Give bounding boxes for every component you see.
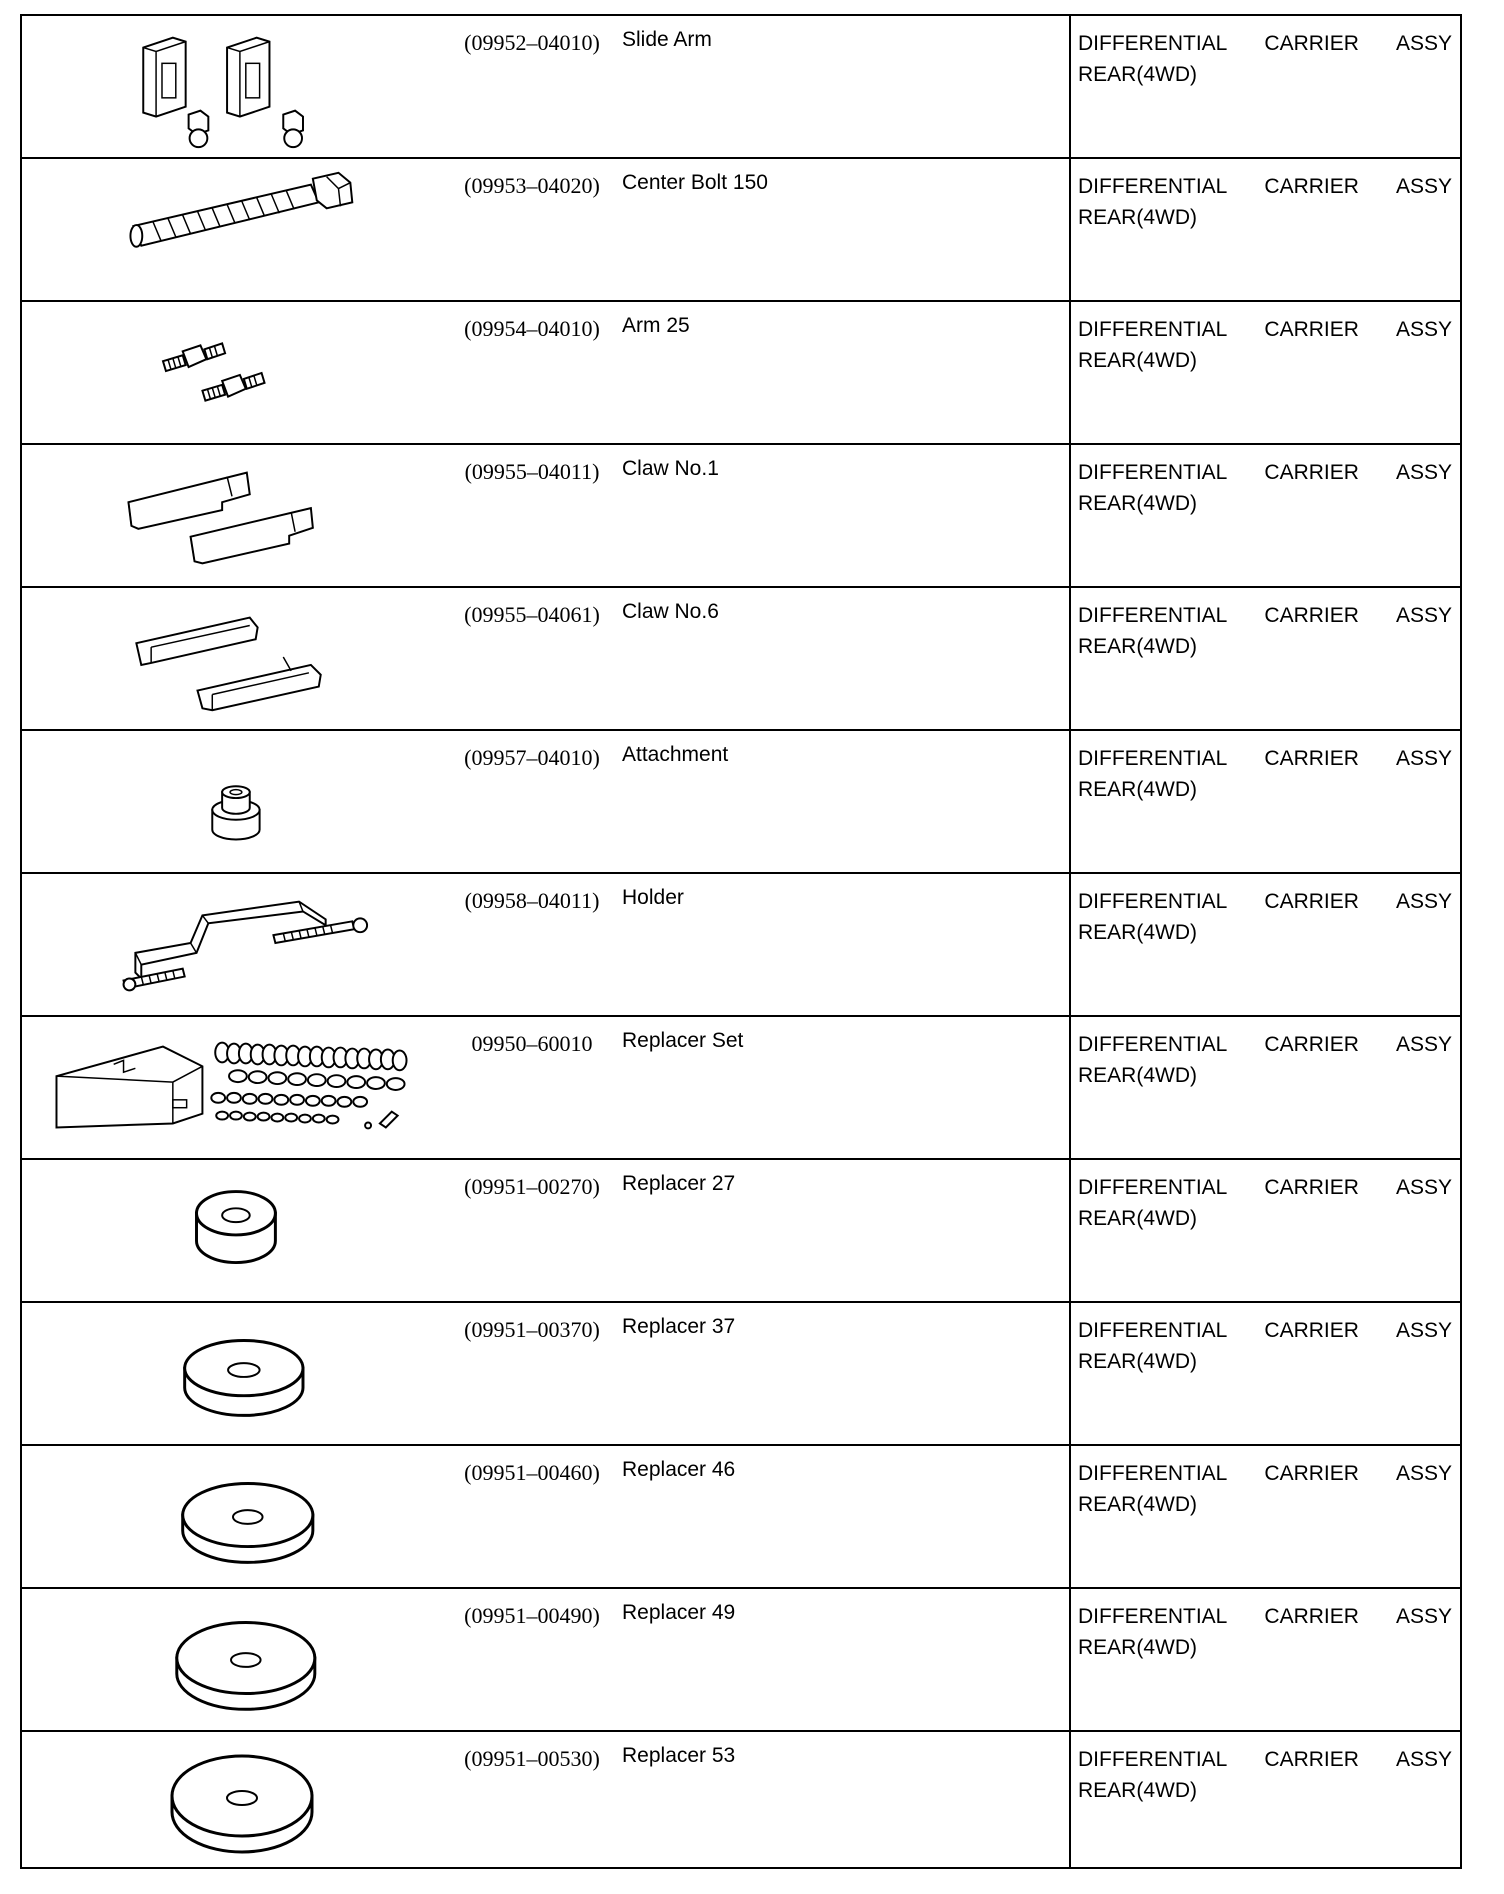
arm-icon (22, 302, 442, 443)
usage-line2: REAR(4WD) (1078, 921, 1197, 944)
usage-word: CARRIER (1264, 890, 1359, 913)
usage-line2: REAR(4WD) (1078, 1207, 1197, 1230)
usage-word: CARRIER (1264, 1462, 1359, 1485)
column-divider (1069, 445, 1071, 586)
usage-text (1078, 457, 1452, 519)
usage-text (1078, 1458, 1452, 1520)
replacer-53-icon (22, 1732, 442, 1867)
table-row (22, 1303, 1460, 1446)
usage-word: ASSY (1395, 175, 1452, 198)
usage-word: DIFFERENTIAL (1078, 1748, 1228, 1771)
part-number: (09951–00530) (464, 1746, 600, 1771)
usage-text (1078, 28, 1452, 90)
usage-word: ASSY (1395, 1462, 1452, 1485)
usage-word: CARRIER (1264, 1033, 1359, 1056)
table-row (22, 874, 1460, 1017)
column-divider (1069, 1589, 1071, 1730)
column-divider (1069, 1017, 1071, 1158)
part-number: (09951–00370) (464, 1317, 600, 1342)
tool-name: Claw No.1 (622, 457, 719, 480)
usage-word: DIFFERENTIAL (1078, 1033, 1228, 1056)
usage-word: DIFFERENTIAL (1078, 747, 1228, 770)
column-divider (1069, 1446, 1071, 1587)
holder-icon (22, 874, 442, 1015)
usage-word: CARRIER (1264, 604, 1359, 627)
usage-line2: REAR(4WD) (1078, 492, 1197, 515)
usage-text (1078, 1601, 1452, 1663)
usage-word: DIFFERENTIAL (1078, 1319, 1228, 1342)
column-divider (1069, 1160, 1071, 1301)
replacer-37-icon (22, 1303, 442, 1444)
usage-line2: REAR(4WD) (1078, 1350, 1197, 1373)
parts-table (20, 14, 1462, 1869)
column-divider (1069, 16, 1071, 157)
usage-word: CARRIER (1264, 1176, 1359, 1199)
column-divider (1069, 874, 1071, 1015)
usage-line2: REAR(4WD) (1078, 778, 1197, 801)
usage-line2: REAR(4WD) (1078, 206, 1197, 229)
table-row (22, 445, 1460, 588)
tool-name: Replacer 49 (622, 1601, 736, 1624)
usage-word: CARRIER (1264, 747, 1359, 770)
part-number: (09951–00490) (464, 1603, 600, 1628)
center-bolt-icon (22, 159, 442, 300)
slide-arm-icon (22, 16, 442, 157)
table-row (22, 1589, 1460, 1732)
usage-line2: REAR(4WD) (1078, 635, 1197, 658)
usage-text (1078, 1029, 1452, 1091)
column-divider (1069, 1303, 1071, 1444)
usage-word: DIFFERENTIAL (1078, 32, 1228, 55)
tool-name: Replacer 27 (622, 1172, 736, 1195)
usage-word: ASSY (1395, 1033, 1452, 1056)
tool-name: Arm 25 (622, 314, 690, 337)
usage-word: ASSY (1395, 32, 1452, 55)
usage-line2: REAR(4WD) (1078, 1493, 1197, 1516)
tool-name: Center Bolt 150 (622, 171, 768, 194)
usage-word: DIFFERENTIAL (1078, 461, 1228, 484)
usage-text (1078, 1744, 1452, 1806)
usage-text (1078, 600, 1452, 662)
usage-text (1078, 171, 1452, 233)
usage-line2: REAR(4WD) (1078, 1064, 1197, 1087)
claw-no6-icon (22, 588, 442, 729)
table-row (22, 16, 1460, 159)
tool-name: Replacer 46 (622, 1458, 736, 1481)
usage-line2: REAR(4WD) (1078, 1636, 1197, 1659)
tool-name: Attachment (622, 743, 729, 766)
claw-no1-icon (22, 445, 442, 586)
usage-word: DIFFERENTIAL (1078, 318, 1228, 341)
table-row (22, 731, 1460, 874)
usage-word: ASSY (1395, 890, 1452, 913)
column-divider (1069, 588, 1071, 729)
usage-word: CARRIER (1264, 32, 1359, 55)
usage-word: DIFFERENTIAL (1078, 604, 1228, 627)
column-divider (1069, 302, 1071, 443)
usage-word: DIFFERENTIAL (1078, 1462, 1228, 1485)
replacer-set-icon (22, 1017, 442, 1158)
usage-text (1078, 314, 1452, 376)
table-row (22, 1160, 1460, 1303)
part-number: (09955–04011) (464, 459, 600, 484)
part-number: (09958–04011) (464, 888, 600, 913)
usage-word: ASSY (1395, 1748, 1452, 1771)
part-number: (09957–04010) (464, 745, 600, 770)
usage-word: CARRIER (1264, 1319, 1359, 1342)
replacer-46-icon (22, 1446, 442, 1587)
usage-word: DIFFERENTIAL (1078, 890, 1228, 913)
usage-text (1078, 1172, 1452, 1234)
usage-word: DIFFERENTIAL (1078, 175, 1228, 198)
column-divider (1069, 159, 1071, 300)
table-row (22, 302, 1460, 445)
tool-name: Holder (622, 886, 684, 909)
replacer-49-icon (22, 1589, 442, 1730)
part-number: (09952–04010) (464, 30, 600, 55)
usage-word: CARRIER (1264, 461, 1359, 484)
table-row (22, 1017, 1460, 1160)
usage-word: CARRIER (1264, 318, 1359, 341)
usage-word: CARRIER (1264, 175, 1359, 198)
usage-word: CARRIER (1264, 1605, 1359, 1628)
usage-word: DIFFERENTIAL (1078, 1605, 1228, 1628)
part-number: (09951–00270) (464, 1174, 600, 1199)
tool-name: Replacer Set (622, 1029, 744, 1052)
usage-line2: REAR(4WD) (1078, 63, 1197, 86)
usage-word: DIFFERENTIAL (1078, 1176, 1228, 1199)
usage-line2: REAR(4WD) (1078, 1779, 1197, 1802)
replacer-27-icon (22, 1160, 442, 1301)
attachment-icon (22, 731, 442, 872)
usage-word: CARRIER (1264, 1748, 1359, 1771)
part-number: 09950–60010 (471, 1031, 593, 1056)
table-row (22, 159, 1460, 302)
table-row (22, 588, 1460, 731)
tool-name: Slide Arm (622, 28, 712, 51)
part-number: (09951–00460) (464, 1460, 600, 1485)
part-number: (09954–04010) (464, 316, 600, 341)
usage-text (1078, 743, 1452, 805)
usage-word: ASSY (1395, 1319, 1452, 1342)
usage-word: ASSY (1395, 747, 1452, 770)
usage-word: ASSY (1395, 1605, 1452, 1628)
part-number: (09953–04020) (464, 173, 600, 198)
usage-word: ASSY (1395, 604, 1452, 627)
usage-word: ASSY (1395, 318, 1452, 341)
usage-word: ASSY (1395, 1176, 1452, 1199)
table-row (22, 1732, 1460, 1867)
usage-line2: REAR(4WD) (1078, 349, 1197, 372)
tool-name: Replacer 37 (622, 1315, 736, 1338)
tool-name: Claw No.6 (622, 600, 719, 623)
column-divider (1069, 1732, 1071, 1867)
tool-name: Replacer 53 (622, 1744, 736, 1767)
usage-text (1078, 886, 1452, 948)
usage-word: ASSY (1395, 461, 1452, 484)
column-divider (1069, 731, 1071, 872)
usage-text (1078, 1315, 1452, 1377)
table-row (22, 1446, 1460, 1589)
part-number: (09955–04061) (464, 602, 600, 627)
